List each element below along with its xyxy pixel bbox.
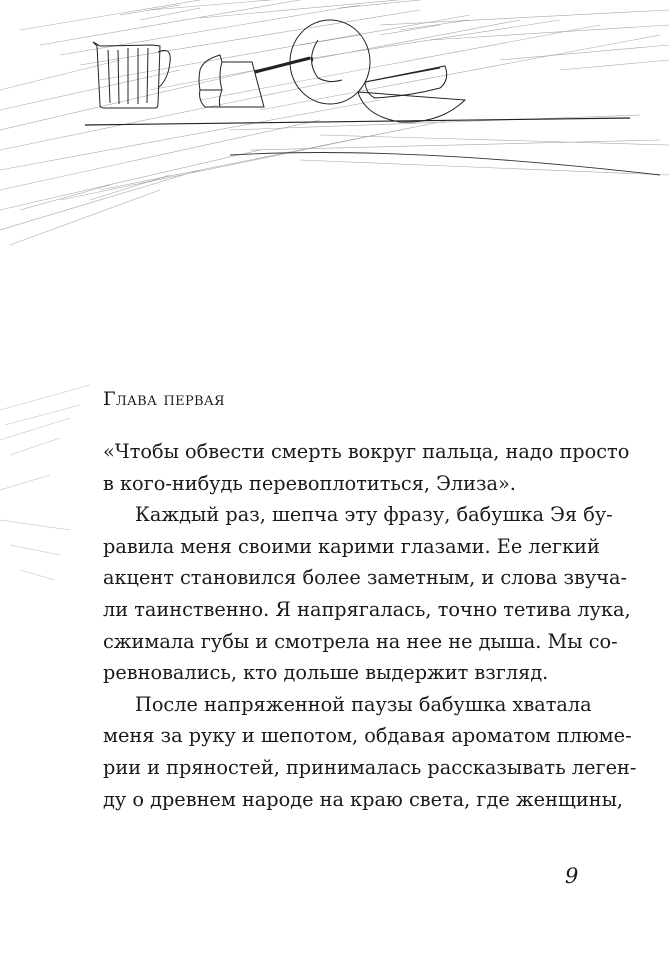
- plate-icon: [290, 20, 370, 104]
- text-line: акцент становился более заметным, и слова звуча-: [103, 566, 628, 590]
- shelf-line: [85, 118, 630, 125]
- text-line: ли таинственно. Я напрягалась, точно тетива лука,: [103, 597, 631, 621]
- coffee-pot-icon: [199, 55, 313, 107]
- text-line: рии и пряностей, принималась рассказывать леген-: [103, 755, 637, 779]
- text-line: «Чтобы обвести смерть вокруг пальца, надо просто: [103, 440, 630, 463]
- chapter-title: Глава первая: [103, 388, 225, 410]
- text-line: равила меня своими карими глазами. Ее легкий: [103, 534, 600, 558]
- text-line: меня за руку и шепотом, обдавая ароматом плюме-: [103, 724, 632, 748]
- page-number: 9: [565, 864, 579, 888]
- text-line: ду о древнем народе на краю света, где женщины,: [103, 787, 624, 811]
- margin-brush-streaks: [0, 380, 100, 680]
- text-line: сжимала губы и смотрела на нее не дыша. Мы со-: [103, 629, 618, 653]
- text-line: Каждый раз, шепча эту фразу, бабушка Эя бу-: [135, 503, 613, 527]
- header-illustration: [0, 0, 669, 250]
- text-line: После напряженной паузы бабушка хватала: [135, 692, 592, 716]
- body-text: [103, 436, 637, 815]
- text-line: ревновались, кто дольше выдержит взгляд.: [103, 661, 549, 685]
- jug-icon: [93, 42, 170, 108]
- text-line: в кого-нибудь перевоплотиться, Элиза».: [103, 471, 516, 495]
- brush-streaks-dense: [20, 0, 470, 210]
- brush-streaks: [0, 0, 669, 245]
